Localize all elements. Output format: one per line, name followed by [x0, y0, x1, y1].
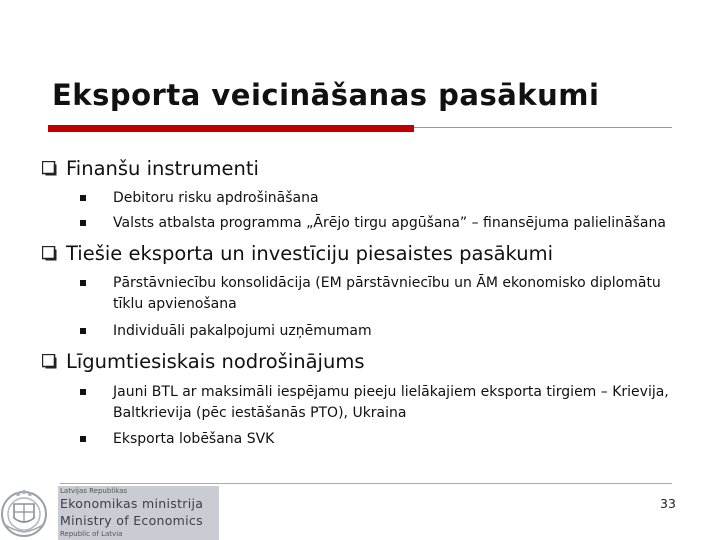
- list-item-text: Eksporta lobēšana SVK: [113, 431, 275, 447]
- coat-of-arms-icon: [0, 484, 58, 540]
- square-bullet-icon: [80, 195, 86, 201]
- section-heading-label: Tiešie eksporta un investīciju piesaistes pasākumi: [66, 242, 554, 265]
- square-bullet-icon: [80, 389, 86, 395]
- logo-line-ministry-lv: Ekonomikas ministrija: [60, 496, 204, 511]
- page-number: 33: [660, 496, 676, 511]
- list-item-text: Jauni BTL ar maksimāli iespējamu pieeju lielākajiem eksporta tirgiem – Krievija, Baltkrievija (pēc iestāšanās PTO), Ukraina: [113, 384, 669, 421]
- list-item-text: Individuāli pakalpojumi uzņēmumam: [113, 323, 372, 339]
- logo-line-republic: Latvijas Republikas: [60, 487, 128, 495]
- title-underline-red: [48, 125, 414, 132]
- square-bullet-icon: [80, 328, 86, 334]
- slide-title: Eksporta veicināšanas pasākumi: [52, 78, 600, 112]
- square-bullet-icon: [80, 280, 86, 286]
- ministry-logo: [58, 486, 219, 540]
- list-item-text: Pārstāvniecību konsolidācija (EM pārstāvniecību un ĀM ekonomisko diplomātu tīklu apvienošana: [113, 275, 661, 312]
- square-bullet-icon: [80, 220, 86, 226]
- list-item-text: Valsts atbalsta programma „Ārējo tirgu apgūšana” – finansējuma palielināšana: [113, 215, 666, 231]
- checkbox-bullet-icon: [42, 161, 57, 176]
- checkbox-bullet-icon: [42, 354, 57, 369]
- square-bullet-icon: [80, 436, 86, 442]
- list-item-text: Debitoru risku apdrošināšana: [113, 190, 319, 206]
- checkbox-bullet-icon: [42, 246, 57, 261]
- footer-divider: [60, 483, 672, 484]
- section-heading-label: Finanšu instrumenti: [66, 157, 259, 180]
- section-heading-label: Līgumtiesiskais nodrošinājums: [66, 350, 365, 373]
- title-underline-gray: [414, 127, 672, 128]
- logo-line-republic-en: Republic of Latvia: [60, 530, 123, 538]
- logo-line-ministry-en: Ministry of Economics: [60, 513, 203, 528]
